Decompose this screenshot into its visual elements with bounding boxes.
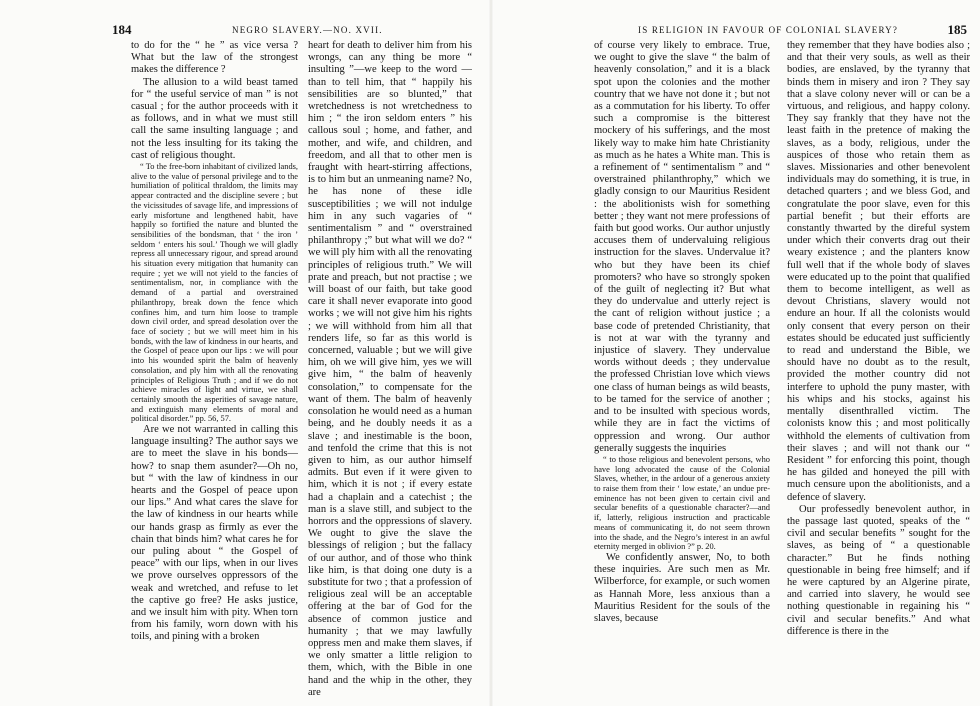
- paragraph: Our professedly benevolent author, in the passage last quoted, speaks of the “ civil and secular benefits ” sought for the slaves, as being of “ a questionable character.” But he finds nothing questionable in being free himself; and if he were captured by an Algerine pirate, and carried into slavery, he would see nothing questionable in regaining his “ civil and secular benefits.” And what difference is there in the: [787, 503, 970, 637]
- left-running-head: NEGRO SLAVERY.—NO. XVII.: [232, 25, 383, 35]
- left-page-header: [112, 22, 482, 38]
- paragraph: We confidently answer, No, to both these inquiries. Are such men as Mr. Wilberforce, for example, or such women as Hannah More, less anxious than a Mauritius Resident for the souls of the slaves, because: [594, 551, 770, 624]
- left-page-column-2: [308, 40, 472, 704]
- paragraph: heart for death to deliver him from his wrongs, can any thing be more “ insulting ”—we keep to the word —than to tell him, that “ happily his sensibilities are so blunted,” that wretchedness is not wretchedness to him ; “ the iron seldom enters ” his callous soul ; home, and father, and mother, and wife, and children, and freedom, and all that to other men is fraught with heart-stirring affections, is to him but an unmeaning name? No, he has none of these idle susceptibilities ; we will not indulge him in any such vagaries of “ sentimentalism ” and “ overstrained philanthropy ;” but what will we do? “ we will ply him with all the renovating principles of religious truth.” We will prate and preach, but not practise ; we will boast of our faith, but take good care it shall never evaporate into good works ; we will not give him his rights ; we will withhold from him all that renders life, so far as this world is concerned, valuable ; but we will give him, oh we will give him, yes we will give him, “ the balm of heavenly consolation,” to compensate for the want of them. The balm of heavenly consolation he would need as a human being, and he doubly needs it as a slave ; and inestimable is the boon, and tenfold the crime that this is not given to him, as our author himself admits. But even if it were given to him, which it is not ; if every estate had a chaplain and a catechist ; the man is a slave still, and subject to the horrors and the oppressions of slavery. We ought to give the slave the blessings of religion ; but the fallacy of our author, and of those who think like him, is that doing one duty is a substitute for two ; that a profession of religious zeal will be an acceptable offering at the bar of God for the absence of common justice and humanity ; that we may lawfully oppress men and make them slaves, if we only smatter a little religion to them, which, with the Bible in one hand and the whip in the other, they are: [308, 40, 472, 698]
- paragraph: The allusion to a wild beast tamed for “ the useful service of man ” is not casual ; for the author proceeds with it as follows, and in what we must still call the same insulting language ; and not the less insulting for its taking the cast of religious thought.: [131, 76, 298, 161]
- paragraph: to do for the “ he ” as vice versa ? What but the law of the strongest makes the difference ?: [131, 40, 298, 76]
- block-quote: “ To the free-born inhabitant of civilized lands, alive to the value of personal privilege and to the humiliation of political thraldom, the limits may appear contracted and the discipline severe ; but the vicissitudes of savage life, and impressions of early misfortune and lengthened habit, have happily so fortified the nature and blunted the sensibilities of the bondsman, that ‘ the iron ’ seldom ‘ enters his soul.’ Though we will gladly repress all unnecessary rigour, and spread around his situation every mitigation that humanity can require ; yet we will not yield to the fancies of sentimentalism, nor, in compliance with the demand of a partial and overstrained philanthropy, break down the fence which confines him, and turn him loose to trample down civil order, and spread desolation over the face of society ; but we will meet him in his bonds, with the law of kindness in our hearts, and the Gospel of peace upon our lips : we will pour into his wounded spirit the balm of heavenly consolation, and ply him with all the renovating principles of Religious Truth ; and if we do not achieve miracles of light and virtue, we shall certainly smooth the asperities of savage nature, and extinguish many elements of moral and political disorder.” pp. 56, 57.: [131, 162, 298, 424]
- paragraph: of course very likely to embrace. True, we ought to give the slave “ the balm of heavenly consolation,” and it is a black spot upon the colonies and the mother country that we have not done it ; but not as a commutation for his liberty. To offer such a compromise is the bitterest mockery of his sufferings, and the most likely way to make him hate Christianity as much as he hates a White man. This is a refinement of “ sentimentalism ” and “ overstrained philanthrophy,” which we gladly consign to our Mauritius Resident : the abolitionists wish for something better ; they want not mere professions of faith but good works. Our author unjustly accuses them of undervaluing religious instruction for the slaves. Undervalue it? who but they have been its chief promoters? who have so strongly spoken of the guilt of neglecting it? But what they do undervalue and utterly reject is the cant of religion without justice ; a base code of pretended Christianity, that is not at war with the tyranny and injustice of slavery. They undervalue words without deeds ; they undervalue the professed Christian love which views one class of human beings as wild beasts, to be tamed for the service of another ; and to be insulted with specious words, while they are in fact the victims of oppression and wrong. Our author generally suggests the inquiries: [594, 40, 770, 454]
- right-page-header: [497, 22, 967, 38]
- right-running-head: IS RELIGION IN FAVOUR OF COLONIAL SLAVERY?: [638, 25, 899, 35]
- left-page-number: 184: [112, 22, 132, 37]
- block-quote: “ to those religious and benevolent persons, who have long advocated the cause of the Colonial Slaves, whether, in the ardour of a generous anxiety to raise them from their ‘ low estate,’ an undue pre-eminence has not been given to certain civil and secular benefits of a questionable character?—and if, latterly, religious instruction and practicable means of communicating it, do not seem thrown into the shade, and the Negro’s interest in an awful eternity merged in oblivion ?” p. 20.: [594, 454, 770, 552]
- right-page-number: 185: [947, 22, 967, 37]
- book-gutter: [488, 0, 494, 706]
- right-page-column-1: [594, 40, 770, 704]
- paragraph: they remember that they have bodies also ; and that their very souls, as well as their bodies, are enslaved, by the tyranny that binds them in misery and iron ? They say that a slave colony never will or can be a virtuous, and religious, and happy colony. They say frankly that they have not the least faith in the pretence of making the slaves, as a body, religious, under the auspices of those who retain them as slaves. Missionaries and other benevolent individuals may do something, it is true, in detached quarters ; and we bless God, and congratulate the poor slave, even for this partial benefit ; but their efforts are constantly thwarted by the direful system under which their converts drag out their weary existence ; and the planters know full well that if the whole body of slaves were educated up to the point that qualified them to become intelligent, as well as devout Christians, slavery would not endure an hour. If all the colonists would only consent that every person on their estates should be educated just sufficiently to read and understand the Bible, we should have no doubt as to the result, provided the mother country did not interfere to uphold the puny master, with his whips and his stocks, against his mentally disenthralled victim. The colonists know this ; and most politically withhold the elements of cultivation from their slaves ; and will not thank our “ Resident ” for enforcing this point, though he has gilded and honeyed the pill with much censure upon the abolitionists, and a defence of slavery.: [787, 40, 970, 503]
- right-page-column-2: [787, 40, 970, 704]
- paragraph: Are we not warranted in calling this language insulting? The author says we are to meet the slave in his bonds—how? to snap them asunder?—Oh no, but “ with the law of kindness in our hearts and the Gospel of peace upon our lips.” And what cares the slave for the law of kindness in our hearts while our hands grasp as firmly as ever the chain that binds him? what cares he for our puling about “ the Gospel of peace” with our lips, when in our lives we prove ourselves oppressors of the weak and wretched, and refuse to let the captive go free? He asks justice, and we insult him with pity. When torn from his family, worn down with his toils, and pining with a broken: [131, 424, 298, 643]
- left-page-column-1: [131, 40, 298, 704]
